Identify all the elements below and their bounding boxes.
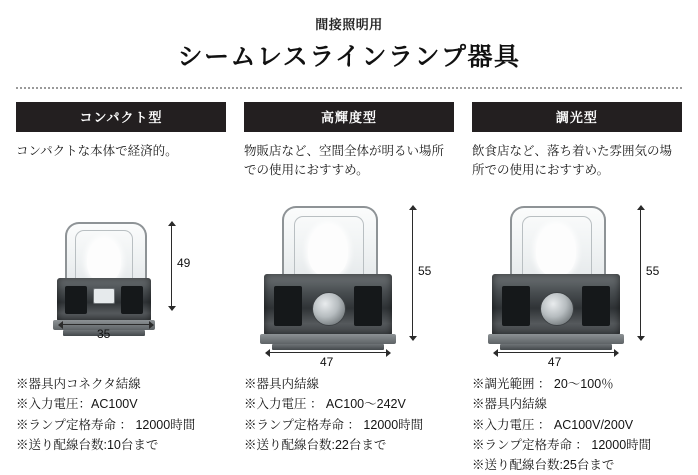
column-heading-dimming: 調光型 [472, 102, 682, 132]
lamp-illustration-dimming [488, 206, 628, 356]
page-title: シームレスラインランプ器具 [177, 43, 521, 71]
dimension-label-height: 55 [645, 264, 660, 278]
column-description-compact: コンパクトな本体で経済的。 [16, 144, 178, 158]
lamp-knob [540, 292, 574, 326]
lamp-knob [312, 292, 346, 326]
lamp-slot-left [502, 286, 530, 326]
spec-item: ※調光範囲 ： 20～100％ [471, 377, 614, 391]
product-columns [16, 102, 682, 475]
page-subtitle: 間接照明用 [315, 17, 383, 32]
spec-item: ※器具内コネクタ結線 [16, 377, 141, 391]
spec-item: ※器具内結線 [471, 397, 547, 412]
product-column-high-brightness [238, 102, 460, 475]
lamp-base-plate [260, 334, 396, 344]
page-header [16, 14, 682, 73]
lamp-illustration-high-brightness [260, 206, 400, 356]
column-description-dimming: 飲食店など、落ち着いた雰囲気の場所での使用におすすめ。 [471, 144, 672, 178]
spec-item: ※ランプ定格寿命 ： 12000時間 [471, 437, 652, 452]
product-column-compact [16, 102, 238, 475]
spec-item: ※器具内結線 [243, 377, 319, 391]
product-figure-high-brightness [244, 190, 454, 370]
spec-item: ※送り配線台数:22台まで [243, 437, 387, 452]
spec-item: ※ランプ定格寿命 ： 12000時間 [243, 417, 424, 432]
spec-item: ※入力電圧 ： AC100V/200V [471, 417, 634, 432]
dimension-label-height: 55 [417, 264, 432, 278]
spec-item: ※入力電圧 ： AC100～242V [243, 397, 406, 412]
lamp-foot [272, 344, 384, 350]
dimension-line-width [266, 352, 390, 353]
lamp-foot [500, 344, 612, 350]
dimension-label-height: 49 [176, 256, 191, 270]
dimension-line-height [171, 222, 172, 310]
lamp-bulb [308, 224, 348, 276]
spec-item: ※入力電圧：AC100V [16, 397, 138, 412]
dimension-label-width: 35 [96, 327, 111, 341]
lamp-bulb [536, 224, 576, 276]
dimension-line-width [59, 324, 153, 325]
spec-item: ※ランプ定格寿命 ： 12000時間 [16, 417, 196, 432]
spec-list-dimming [472, 374, 682, 475]
lamp-bulb [87, 238, 121, 282]
lamp-slot-right [121, 286, 143, 314]
spec-item: ※送り配線台数:25台まで [471, 458, 615, 472]
column-description-high-brightness: 物販店など、空間全体が明るい場所での使用におすすめ。 [243, 144, 444, 178]
lamp-window [93, 288, 115, 304]
spec-item: ※送り配線台数:10台まで [16, 437, 159, 452]
lamp-slot-right [354, 286, 382, 326]
lamp-slot-left [65, 286, 87, 314]
spec-list-high-brightness [244, 374, 454, 455]
column-heading-compact: コンパクト型 [16, 102, 226, 132]
spec-list-compact [16, 374, 226, 455]
lamp-slot-left [274, 286, 302, 326]
lamp-slot-right [582, 286, 610, 326]
dimension-line-height [412, 206, 413, 340]
dimension-line-height [640, 206, 641, 340]
dimension-label-width: 47 [547, 355, 562, 369]
product-column-dimming [460, 102, 682, 475]
lamp-base-plate [488, 334, 624, 344]
product-figure-dimming [472, 190, 682, 370]
dimension-label-width: 47 [319, 355, 334, 369]
column-heading-high-brightness: 高輝度型 [244, 102, 454, 132]
divider-dotted [16, 87, 682, 89]
product-figure-compact [16, 190, 226, 370]
dimension-line-width [494, 352, 618, 353]
